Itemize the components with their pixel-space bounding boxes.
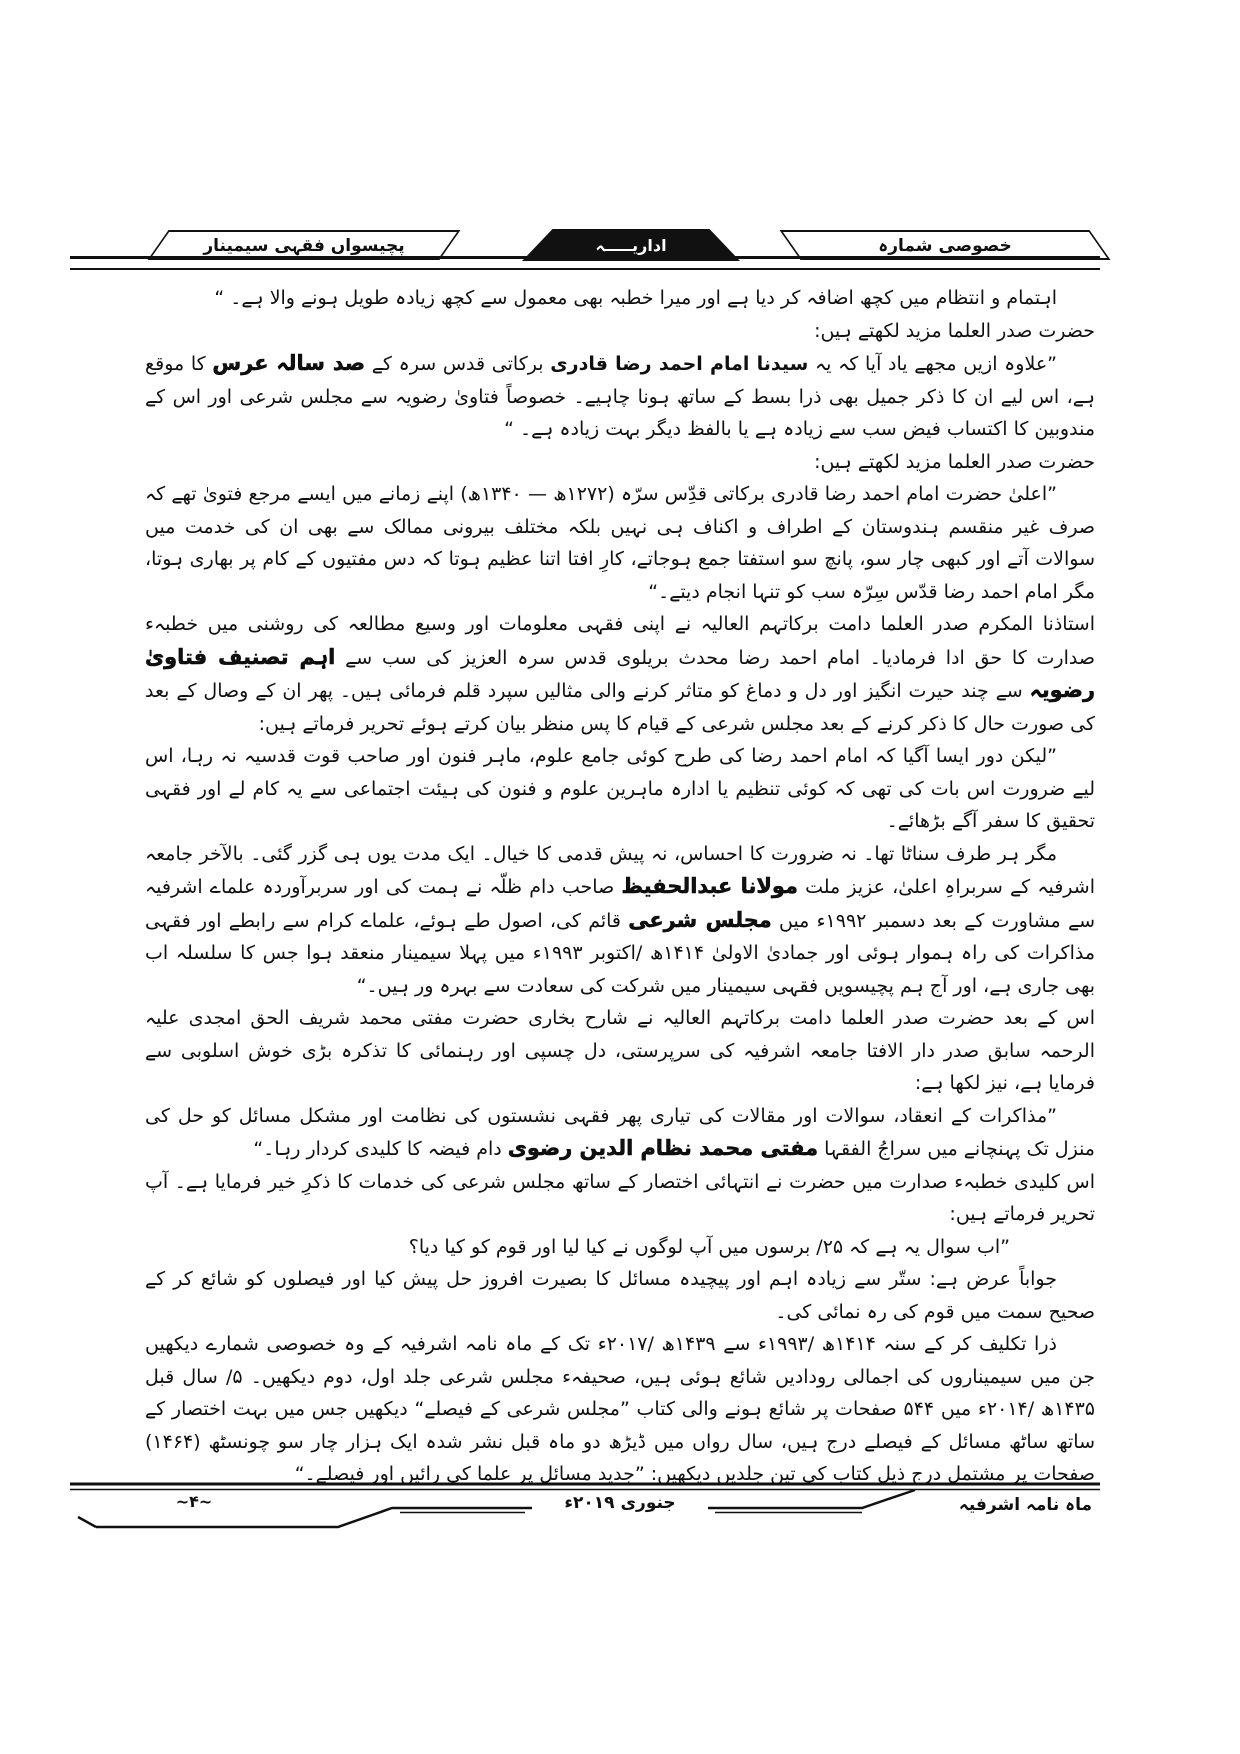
paragraph: [145, 838, 1095, 1003]
text-segment: مجلس شرعی: [628, 907, 772, 932]
text-segment: استاذنا المکرم صدر العلما دامت برکاتہم العالیہ نے اپنی فقہی معلومات اور وسیع مطالعہ کی روشنی میں خطبہء صدارت کا حق ادا فرمادیا۔ امام احمد رضا محدث بریلوی قدس سرہ العزیز کی سب سے: [145, 613, 1095, 669]
text-segment: مگر ہر طرف سناٹا تھا۔ نہ ضرورت کا احساس، نہ پیش قدمی کا خیال۔ ایک مدت یوں ہی گزر گئی۔ بالآخر جامعہ اشرفیہ کے سربراہِ اعلیٰ، عزیز ملت: [145, 842, 1095, 898]
paragraph: [145, 1328, 1095, 1491]
text-segment: ”اب سوال یہ ہے کہ ۲۵/ برسوں میں آپ لوگوں نے کیا لیا اور قوم کو کیا دیا؟: [408, 1235, 1010, 1258]
text-segment: ”اعلیٰ حضرت امام احمد رضا قادری برکاتی قدِّس سرّہ (۱۲۷۲ھ — ۱۳۴۰ھ) اپنے زمانے میں ایسے مرجع فتویٰ تھے کہ صرف غیر منقسم ہندوستان کے اطراف و اکناف ہی نہیں بلکہ مختلف بیرونی ممالک سے بھی ان کی خدمت میں سوالات آتے اور کبھی چار سو، پانچ سو استفتا جمع ہوجاتے، کارِ افتا اتنا عظیم ہوتا کہ دس مفتیوں کے کام پر بھاری ہوتا، مگر امام احمد رضا قدّس سِرّہ سب کو تنہا انجام دیتے۔“: [145, 483, 1095, 603]
paragraph: [145, 1002, 1095, 1100]
text-segment: حضرت صدر العلما مزید لکھتے ہیں:: [814, 450, 1095, 473]
footer-page-number: ~۴~: [175, 1492, 213, 1511]
text-segment: اہم تصنیف فتاویٰ رضویہ: [145, 644, 1095, 702]
quote-paragraph: [145, 1100, 1095, 1166]
text-segment: مولانا عبدالحفیظ: [621, 874, 798, 898]
page-footer: [70, 1481, 1100, 1533]
body-text: [145, 282, 1095, 1491]
quote-paragraph: [145, 740, 1095, 838]
header-tab-label: اداریـــــہ: [595, 235, 667, 255]
text-segment: صد سالہ عرس: [212, 351, 366, 375]
text-segment: برکاتی قدس سرہ کے: [365, 353, 551, 375]
text-segment: سے چند حیرت انگیز اور دل و دماغ کو متاثر کرنے والی مثالیں سپرد قلم فرمائی ہیں۔ پھر ان کے وصال کے بعد کی صورت حال کا ذکر کرنے کے بعد مجلس شرعی کے قیام کا پس منظر بیان کرتے ہوئے تحریر فرماتے ہیں:: [145, 680, 1095, 735]
footer-issue-date: جنوری ۲۰۱۹ء: [564, 1493, 676, 1513]
text-segment: مفتی محمد نظام الدین رضوی: [507, 1136, 819, 1160]
text-segment: سیدنا امام احمد رضا قادری: [550, 353, 809, 375]
paragraph: [145, 282, 1095, 315]
quote-paragraph: [145, 1231, 1095, 1264]
header-tab-label: خصوصی شمارہ: [878, 235, 1012, 256]
header-tab-label: پچیسواں فقہی سیمینار: [203, 235, 405, 256]
page-header: [70, 228, 1100, 270]
text-segment: ”لیکن دور ایسا آگیا کہ امام احمد رضا کی طرح کوئی جامع علوم، ماہر فنون اور صاحب قوت قدسیہ نہ رہا، اس لیے ضرورت اس بات کی تھی کہ کوئی تنظیم یا ادارہ ماہرین علوم و فنون کی ہیئت اجتماعی سے یہ کام لے اور فقہی تحقیق کا سفر آگے بڑھائے۔: [145, 745, 1095, 832]
text-segment: اہتمام و انتظام میں کچھ اضافہ کر دیا ہے اور میرا خطبہ بھی معمول سے کچھ زیادہ طویل ہونے والا ہے۔ “: [214, 287, 1057, 309]
header-double-rule: [70, 256, 1100, 270]
text-segment: اس کلیدی خطبہء صدارت میں حضرت نے انتہائی اختصار کے ساتھ مجلس شرعی کی خدمات کا ذکرِ خیر فرمایا ہے۔ آپ تحریر فرماتے ہیں:: [145, 1170, 1095, 1225]
text-segment: دام فیضہ کا کلیدی کردار رہا۔“: [253, 1138, 508, 1160]
paragraph: [145, 1166, 1095, 1231]
paragraph: [145, 608, 1095, 740]
quote-paragraph: [145, 478, 1095, 608]
paragraph: [145, 446, 1095, 479]
text-segment: قائم کی، اصول طے ہوئے، علماے کرام سے رابطے اور فقہی مذاکرات کی راہ ہموار ہوئی اور جمادیٰ الاولیٰ ۱۴۱۴ھ /اکتوبر ۱۹۹۳ء میں پہلا سیمینار منعقد ہوا جس کا سلسلہ اب بھی جاری ہے، اور آج ہم پچیسویں فقہی سیمینار میں شرکت کی سعادت سے بہرہ ور ہیں۔“: [145, 909, 1095, 997]
paragraph: [145, 315, 1095, 348]
paragraph: [145, 1263, 1095, 1328]
text-segment: کا موقع ہے، اس لیے ان کا ذکر جمیل بھی ذرا بسط کے ساتھ ہونا چاہیے۔ خصوصاً فتاویٰ رضویہ سے مجلس شرعی اور اس کے مندوبین کا اکتساب فیض سب سے زیادہ ہے یا بالفظ دیگر بہت زیادہ ہے۔ “: [145, 353, 1095, 440]
text-segment: ”علاوہ ازیں مجھے یاد آیا کہ یہ: [808, 353, 1057, 375]
text-segment: جواباً عرض ہے: ستّر سے زیادہ اہم اور پیچیدہ مسائل کا بصیرت افروز حل پیش کیا اور فیصلوں کو شائع کر کے صحیح سمت میں قوم کی رہ نمائی کی۔: [145, 1268, 1095, 1323]
text-segment: ”مذاکرات کے انعقاد، سوالات اور مقالات کی تیاری پھر فقہی نشستوں کی نظامت اور مشکل مسائل کو حل کی منزل تک پہنچانے میں سراجُ الفقہا: [145, 1104, 1095, 1160]
text-segment: حضرت صدر العلما مزید لکھتے ہیں:: [814, 319, 1095, 342]
footer-magazine-title: ماہ نامہ اشرفیہ: [958, 1495, 1092, 1515]
text-segment: اس کے بعد حضرت صدر العلما دامت برکاتہم العالیہ نے شارح بخاری حضرت مفتی محمد شریف الحق امجدی علیہ الرحمہ سابق صدر دار الافتا جامعہ اشرفیہ کی سرپرستی، دل چسپی اور رہنمائی کا تذکرہ بڑی خوش اسلوبی سے فرمایا ہے، نیز لکھا ہے:: [145, 1007, 1095, 1094]
quote-paragraph: [145, 347, 1095, 446]
text-segment: صاحب دام ظلّہ نے ہمت کی اور سربرآوردہ علماے اشرفیہ سے مشاورت کے بعد دسمبر ۱۹۹۲ء میں: [145, 876, 1096, 932]
text-segment: ذرا تکلیف کر کے سنہ ۱۴۱۴ھ /۱۹۹۳ء سے ۱۴۳۹ھ /۲۰۱۷ء تک کے ماہ نامہ اشرفیہ کے وہ خصوصی شمارے دیکھیں جن میں سیمیناروں کی اجمالی رودادیں شائع ہوئی ہیں، صحیفہء مجلس شرعی جلد اول، دوم دیکھیں۔ ۵/ سال قبل ۱۴۳۵ھ /۲۰۱۴ء میں ۵۴۴ صفحات پر شائع ہونے والی کتاب ”مجلس شرعی کے فیصلے“ دیکھیں جس میں بہت اختصار کے ساتھ ساٹھ مسائل کے فیصلے درج ہیں، سال رواں میں ڈیڑھ دو ماہ قبل نشر شدہ ایک ہزار چار سو چونسٹھ (۱۴۶۴) صفحات پر مشتمل درج ذیل کتاب کی تین جلدیں دیکھیں: ”جدید مسائل پر علما کی رائیں اور فیصلے۔“: [145, 1333, 1095, 1485]
